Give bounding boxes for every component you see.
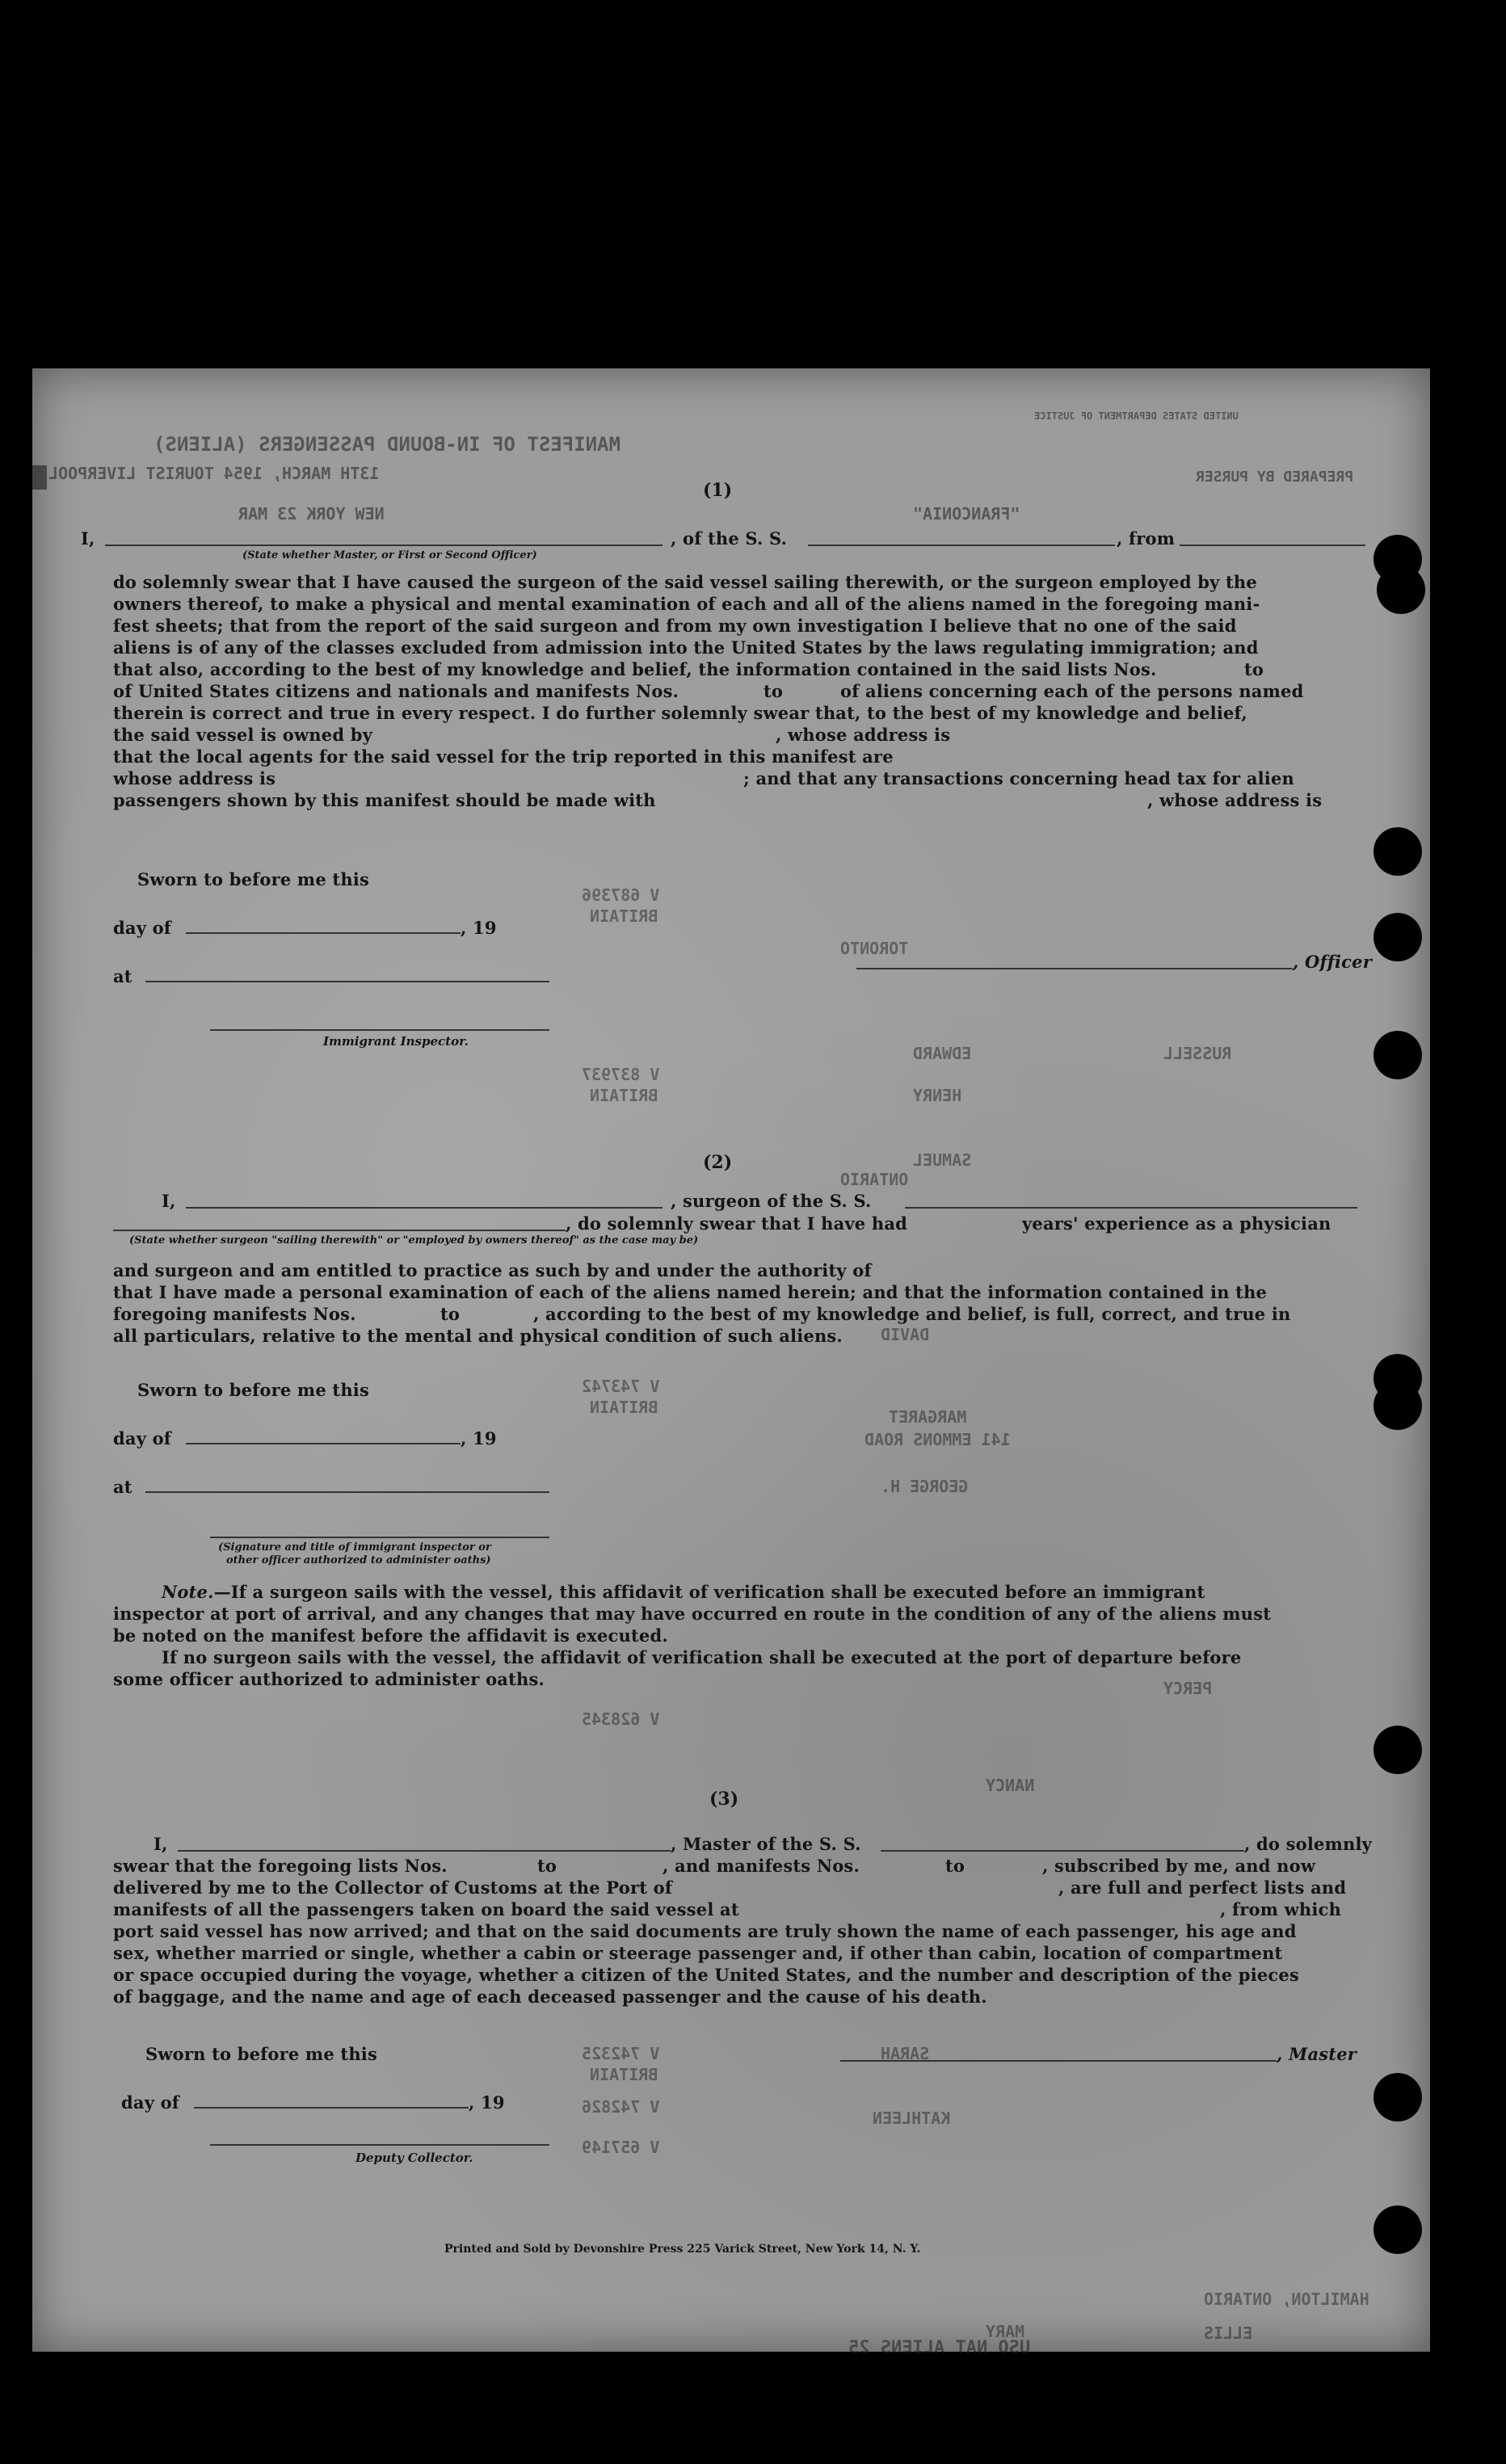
manifest-sheet [32, 368, 1430, 2358]
s2-year: , 19 [461, 1428, 497, 1449]
binder-hole [1373, 1726, 1422, 1774]
s1-whose-address-2: , whose address is [1147, 790, 1323, 810]
s1-officer: , Officer [1293, 952, 1372, 972]
s2-surgeon-line [186, 1207, 663, 1209]
ghost-text: MARGARET [889, 1407, 967, 1427]
s1-day-line [186, 932, 461, 934]
ghost-text: HAMILTON, ONTARIO [1204, 2290, 1369, 2309]
s1-i: I, [81, 528, 95, 549]
ghost-text: V 657149 [582, 2138, 660, 2157]
ghost-text: V 742826 [582, 2097, 660, 2117]
s3-para-1: delivered by me to the Collector of Customs at the Port of [113, 1877, 673, 1898]
binder-hole [1377, 566, 1425, 614]
s2-do-swear: , do solemnly swear that I have had [566, 1213, 908, 1234]
s2-para-1: that I have made a personal examination of each of the aliens named herein; and that the information contained in the [113, 1282, 1268, 1302]
section-1-number: (1) [703, 480, 733, 501]
ghost-text: V 742325 [582, 2044, 660, 2063]
s2-note-5: some officer authorized to administer oaths. [113, 1669, 545, 1689]
mirrored-right: PREPARED BY PURSER [1196, 469, 1354, 486]
s1-aliens-concerning: of aliens concerning each of the persons named [840, 681, 1304, 701]
s1-officer-line [105, 545, 663, 546]
s2-at-line [145, 1491, 549, 1493]
ghost-text: KATHLEEN [873, 2109, 951, 2128]
s2-sworn: Sworn to before me this [137, 1380, 369, 1400]
s2-note-1 [162, 1582, 1205, 1602]
ghost-text: BRITAIN [590, 1398, 658, 1417]
s1-to-a: to [1244, 659, 1264, 679]
s2-surgeon-of: , surgeon of the S. S. [671, 1191, 872, 1211]
ghost-text: GEORGE H. [881, 1477, 969, 1496]
section-3-number: (3) [709, 1789, 739, 1810]
s1-para-3: aliens is of any of the classes excluded from admission into the United States by the laws regulating immigration; and [113, 637, 1259, 658]
s1-para-5: of United States citizens and nationals and manifests Nos. [113, 681, 679, 701]
section-2-number: (2) [703, 1152, 733, 1173]
ghost-text: SARAH [881, 2044, 930, 2063]
printer-line: Printed and Sold by Devonshire Press 225 Varick Street, New York 14, N. Y. [444, 2243, 921, 2256]
ghost-text: MARY [986, 2322, 1025, 2341]
s3-from-which: , from which [1220, 1899, 1342, 1919]
ghost-text: SAMUEL [913, 1150, 972, 1170]
s2-note-1-text: —If a surgeon sails with the vessel, this affidavit of verification shall be executed before an immigrant [213, 1582, 1205, 1602]
ghost-text: BRITAIN [590, 1086, 658, 1105]
ghost-text: BRITAIN [590, 906, 658, 926]
s2-note-3: be noted on the manifest before the affidavit is executed. [113, 1625, 668, 1646]
binder-hole [1373, 2073, 1422, 2121]
s1-para-4: that also, according to the best of my knowledge and belief, the information contained in the said lists Nos. [113, 659, 1157, 679]
ghost-text: EDWARD [913, 1044, 972, 1063]
mirrored-ship: "FRANCONIA" [913, 504, 1020, 523]
s2-para-3: all particulars, relative to the mental and physical condition of such aliens. [113, 1326, 843, 1346]
s1-officer-note: (State whether Master, or First or Second Officer) [242, 549, 537, 561]
s3-master: , Master [1277, 2044, 1357, 2064]
s1-inspector: Immigrant Inspector. [323, 1034, 469, 1049]
mirrored-stamp: USO NAT ALIENS 25 [848, 2338, 1031, 2358]
s1-para-7: the said vessel is owned by [113, 725, 373, 745]
s1-day-of: day of [113, 918, 172, 938]
s2-day-line [186, 1443, 461, 1444]
s2-i: I, [162, 1191, 176, 1211]
s3-subscribed: , subscribed by me, and now [1042, 1856, 1316, 1876]
ghost-text: NANCY [986, 1776, 1035, 1795]
s3-ship-line [881, 1850, 1244, 1852]
s1-to-b: to [764, 681, 784, 701]
binder-hole [1373, 1031, 1422, 1079]
ghost-text: ONTARIO [840, 1170, 909, 1189]
s1-ship-line [808, 545, 1115, 546]
s3-day-of: day of [121, 2092, 180, 2113]
s3-i: I, [154, 1834, 168, 1854]
s2-ship-line [905, 1207, 1357, 1209]
ghost-text: ELLIS [1204, 2323, 1253, 2343]
s1-para-6: therein is correct and true in every respect. I do further solemnly swear that, to the best of my knowledge and belief, [113, 703, 1247, 723]
s1-whose-address: , whose address is [776, 725, 951, 745]
ghost-text: BRITAIN [590, 2065, 658, 2084]
s2-to: to [440, 1304, 461, 1324]
s3-para-5: or space occupied during the voyage, whether a citizen of the United States, and the number and description of the pieces [113, 1965, 1300, 1985]
s2-signature-note-1: (Signature and title of immigrant inspector or [218, 1541, 491, 1554]
s3-deputy-line [210, 2144, 549, 2146]
s3-day-line [194, 2107, 469, 2109]
s1-from: , from [1117, 528, 1176, 549]
s1-of-ss: , of the S. S. [671, 528, 788, 549]
s1-para-0: do solemnly swear that I have caused the surgeon of the said vessel sailing therewith, or the surgeon employed by the [113, 572, 1257, 592]
s3-para-0: swear that the foregoing lists Nos. [113, 1856, 448, 1876]
s3-para-4: sex, whether married or single, whether a cabin or steerage passenger and, if other than cabin, location of compartment [113, 1943, 1283, 1963]
s2-name-line [113, 1230, 566, 1231]
s1-para-10: passengers shown by this manifest should be made with [113, 790, 656, 810]
mirrored-dept: UNITED STATES DEPARTMENT OF JUSTICE [1034, 410, 1239, 422]
binder-hole [1373, 2205, 1422, 2254]
s1-para-2: fest sheets; that from the report of the said surgeon and from my own investigation I believe that no one of the said [113, 616, 1237, 636]
s3-deputy: Deputy Collector. [355, 2151, 473, 2165]
binder-hole [1373, 1381, 1422, 1430]
s2-day-of: day of [113, 1428, 172, 1449]
ghost-text: V 743742 [582, 1377, 660, 1396]
s2-para-0: and surgeon and am entitled to practice as such by and under the authority of [113, 1260, 872, 1280]
s2-at: at [113, 1477, 133, 1497]
s1-year: , 19 [461, 918, 497, 938]
s2-note-2: inspector at port of arrival, and any changes that may have occurred en route in the condition of any of the aliens must [113, 1604, 1272, 1624]
s2-note-label: Note. [162, 1582, 214, 1602]
binder-hole [1373, 827, 1422, 876]
s3-para-2: manifests of all the passengers taken on board the said vessel at [113, 1899, 739, 1919]
s1-from-line [1180, 545, 1365, 546]
s1-at: at [113, 966, 133, 986]
s1-para-9: whose address is [113, 768, 276, 788]
ghost-text: V 837937 [582, 1065, 660, 1084]
s3-to-a: to [537, 1856, 557, 1876]
s1-officer-sign-line [856, 968, 1293, 969]
s1-para-1: owners thereof, to make a physical and mental examination of each and all of the aliens named in the foregoing mani- [113, 594, 1260, 614]
s1-at-line [145, 981, 549, 982]
ghost-text: 141 EMMONS ROAD [864, 1430, 1011, 1449]
s1-head-tax: ; and that any transactions concerning head tax for alien [743, 768, 1295, 788]
ghost-text: RUSSELL [1163, 1044, 1232, 1063]
s3-year: , 19 [469, 2092, 505, 2113]
s3-full-perfect: , are full and perfect lists and [1058, 1877, 1347, 1898]
s1-inspector-line [210, 1029, 549, 1031]
s3-sworn: Sworn to before me this [145, 2044, 377, 2064]
s2-note-4: If no surgeon sails with the vessel, the affidavit of verification shall be executed at the port of departure before [162, 1647, 1242, 1667]
s3-para-6: of baggage, and the name and age of each deceased passenger and the cause of his death. [113, 1987, 987, 2007]
s3-master-line [178, 1850, 671, 1852]
s3-master-of: , Master of the S. S. [671, 1834, 861, 1854]
edge-smudge [32, 465, 47, 490]
s2-according: , according to the best of my knowledge and belief, is full, correct, and true in [533, 1304, 1291, 1324]
s3-to-b: to [945, 1856, 965, 1876]
ghost-text: PERCY [1163, 1679, 1213, 1698]
ghost-text: TORONTO [840, 939, 909, 958]
s2-signature-line [210, 1537, 549, 1538]
mirrored-title: MANIFEST OF IN-BOUND PASSENGERS (ALIENS) [154, 433, 620, 456]
mirrored-line: 13TH MARCH, 1954 TOURIST LIVERPOOL [48, 464, 380, 483]
s2-years: years' experience as a physician [1022, 1213, 1331, 1234]
binder-hole [1373, 913, 1422, 961]
ghost-text: HENRY [913, 1086, 962, 1105]
s1-para-8: that the local agents for the said vessel for the trip reported in this manifest are [113, 746, 894, 767]
s3-do-swear: , do solemnly [1244, 1834, 1373, 1854]
s3-manifests-nos: , and manifests Nos. [663, 1856, 860, 1876]
mirrored-port: NEW YORK 23 MAR [238, 504, 385, 523]
ghost-text: DAVID [881, 1325, 930, 1344]
s2-para-2: foregoing manifests Nos. [113, 1304, 356, 1324]
s2-signature-note-2: other officer authorized to administer oaths) [226, 1554, 491, 1566]
s3-para-3: port said vessel has now arrived; and that on the said documents are truly shown the name of each passenger, his age and [113, 1921, 1297, 1941]
s1-sworn: Sworn to before me this [137, 869, 369, 889]
ghost-text: V 687396 [582, 885, 660, 905]
ghost-text: V 628345 [582, 1709, 660, 1729]
s2-surgeon-note: (State whether surgeon "sailing therewith" or "employed by owners thereof" as the case may be) [129, 1234, 699, 1247]
